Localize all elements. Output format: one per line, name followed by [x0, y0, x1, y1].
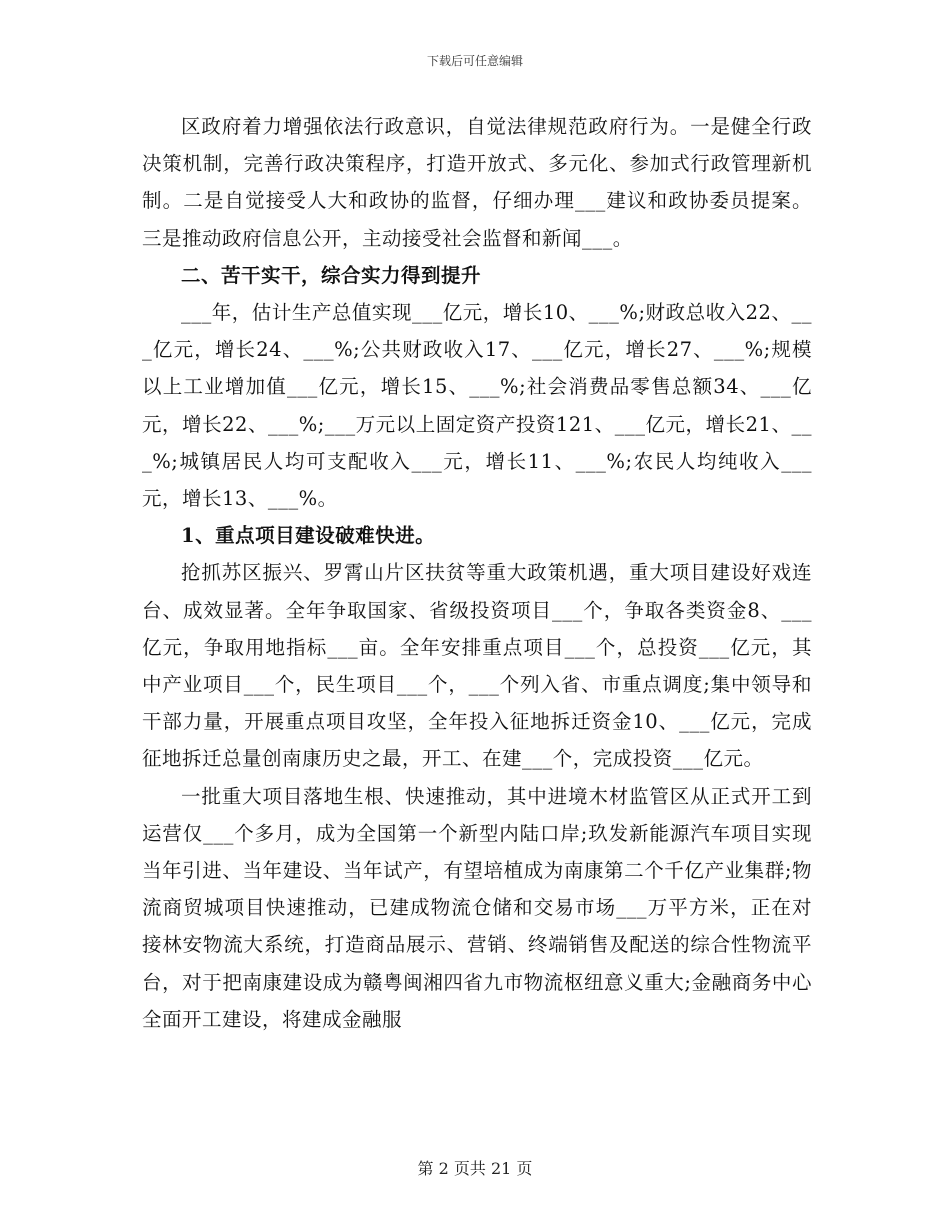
section-heading-2: 二、苦干实干，综合实力得到提升: [181, 263, 482, 287]
paragraph-rule-of-law: 区政府着力增强依法行政意识，自觉法律规范政府行为。一是健全行政决策机制，完善行政决策程序，打造开放式、多元化、参加式行政管理新机制。二是自觉接受人大和政协的监督，仔细办理___建议和政协委员提案。三是推动政府信息公开，主动接受社会监督和新闻___。: [142, 115, 812, 250]
subsection-heading-1: 1、重点项目建设破难快进。: [181, 524, 436, 548]
page-header: 下载后可任意编辑: [426, 54, 523, 68]
paragraph-economic-figures: ___年，估计生产总值实现___亿元，增长10、___%;财政总收入22、___亿元，增长24、___%;公共财政收入17、___亿元，增长27、___%;规模以上工业增加值___亿元，增长15、___%;社会消费品零售总额34、___亿元，增长22、___%;___万元以上固定资产投资121、___亿元，增长21、___%;城镇居民人均可支配收入___元，增长11、___%;农民人均纯收入___元，增长13、___%。: [142, 301, 812, 511]
document-body: [142, 108, 812, 1038]
paragraph-key-projects: 抢抓苏区振兴、罗霄山片区扶贫等重大政策机遇，重大项目建设好戏连台、成效显著。全年争取国家、省级投资项目___个，争取各类资金8、___亿元，争取用地指标___亩。全年安排重点项目___个，总投资___亿元，其中产业项目___个，民生项目___个，___个列入省、市重点调度;集中领导和干部力量，开展重点项目攻坚，全年投入征地拆迁资金10、___亿元，完成征地拆迁总量创南康历史之最，开工、在建___个，完成投资___亿元。: [142, 561, 812, 771]
page-footer: 第 2 页共 21 页: [417, 1159, 533, 1178]
paragraph-major-projects: 一批重大项目落地生根、快速推动，其中进境木材监管区从正式开工到运营仅___个多月，成为全国第一个新型内陆口岸;玖发新能源汽车项目实现当年引进、当年建设、当年试产，有望培植成为南康第二个千亿产业集群;物流商贸城项目快速推动，已建成物流仓储和交易市场___万平方米，正在对接林安物流大系统，打造商品展示、营销、终端销售及配送的综合性物流平台，对于把南康建设成为赣粤闽湘四省九市物流枢纽意义重大;金融商务中心全面开工建设，将建成金融服: [142, 784, 812, 1031]
